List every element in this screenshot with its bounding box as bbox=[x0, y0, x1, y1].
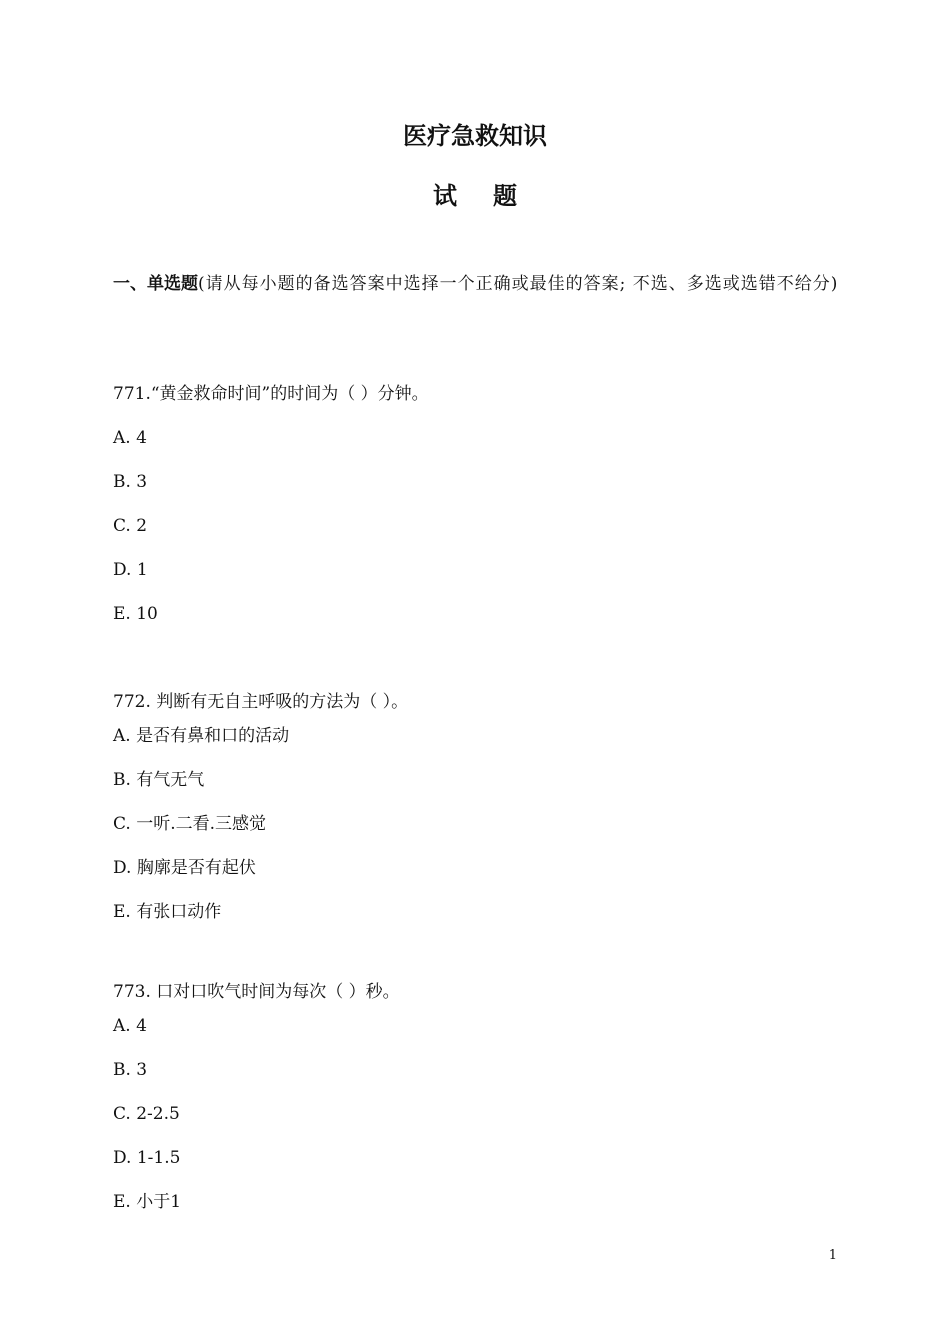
question-stem: 773. 口对口吹气时间为每次（ ）秒。 bbox=[113, 982, 400, 1002]
section-heading bbox=[113, 262, 843, 306]
page-number: 1 bbox=[828, 1248, 837, 1263]
option-list bbox=[113, 725, 843, 923]
option-d: D. 1 bbox=[113, 560, 148, 580]
option-a: A. 是否有鼻和口的活动 bbox=[113, 726, 290, 746]
option-a: A. 4 bbox=[113, 428, 147, 448]
option-b: B. 有气无气 bbox=[113, 770, 205, 790]
option-list bbox=[113, 1015, 843, 1213]
option-c: C. 2 bbox=[113, 516, 148, 536]
option-e: E. 有张口动作 bbox=[113, 902, 222, 922]
question-771 bbox=[113, 383, 843, 625]
section-instructions: (请从每小题的备选答案中选择一个正确或最佳的答案; 不选、多选或选错不给分) bbox=[198, 274, 839, 294]
option-b: B. 3 bbox=[113, 1060, 148, 1080]
question-772 bbox=[113, 691, 843, 923]
option-a: A. 4 bbox=[113, 1016, 147, 1036]
option-e: E. 10 bbox=[113, 604, 158, 624]
question-773 bbox=[113, 981, 843, 1213]
option-d: D. 胸廓是否有起伏 bbox=[113, 858, 256, 878]
option-list bbox=[113, 427, 843, 625]
option-c: C. 2-2.5 bbox=[113, 1104, 180, 1124]
question-stem: 771.“黄金救命时间”的时间为（ ）分钟。 bbox=[113, 384, 429, 404]
document-title: 医疗急救知识 bbox=[403, 122, 547, 150]
option-d: D. 1-1.5 bbox=[113, 1148, 181, 1168]
option-e: E. 小于1 bbox=[113, 1192, 182, 1212]
question-stem: 772. 判断有无自主呼吸的方法为（ ）。 bbox=[113, 692, 409, 712]
option-b: B. 3 bbox=[113, 472, 148, 492]
option-c: C. 一听.二看.三感觉 bbox=[113, 814, 267, 834]
document-subtitle: 试题 bbox=[433, 182, 553, 210]
section-title: 一、单选题 bbox=[113, 274, 198, 294]
